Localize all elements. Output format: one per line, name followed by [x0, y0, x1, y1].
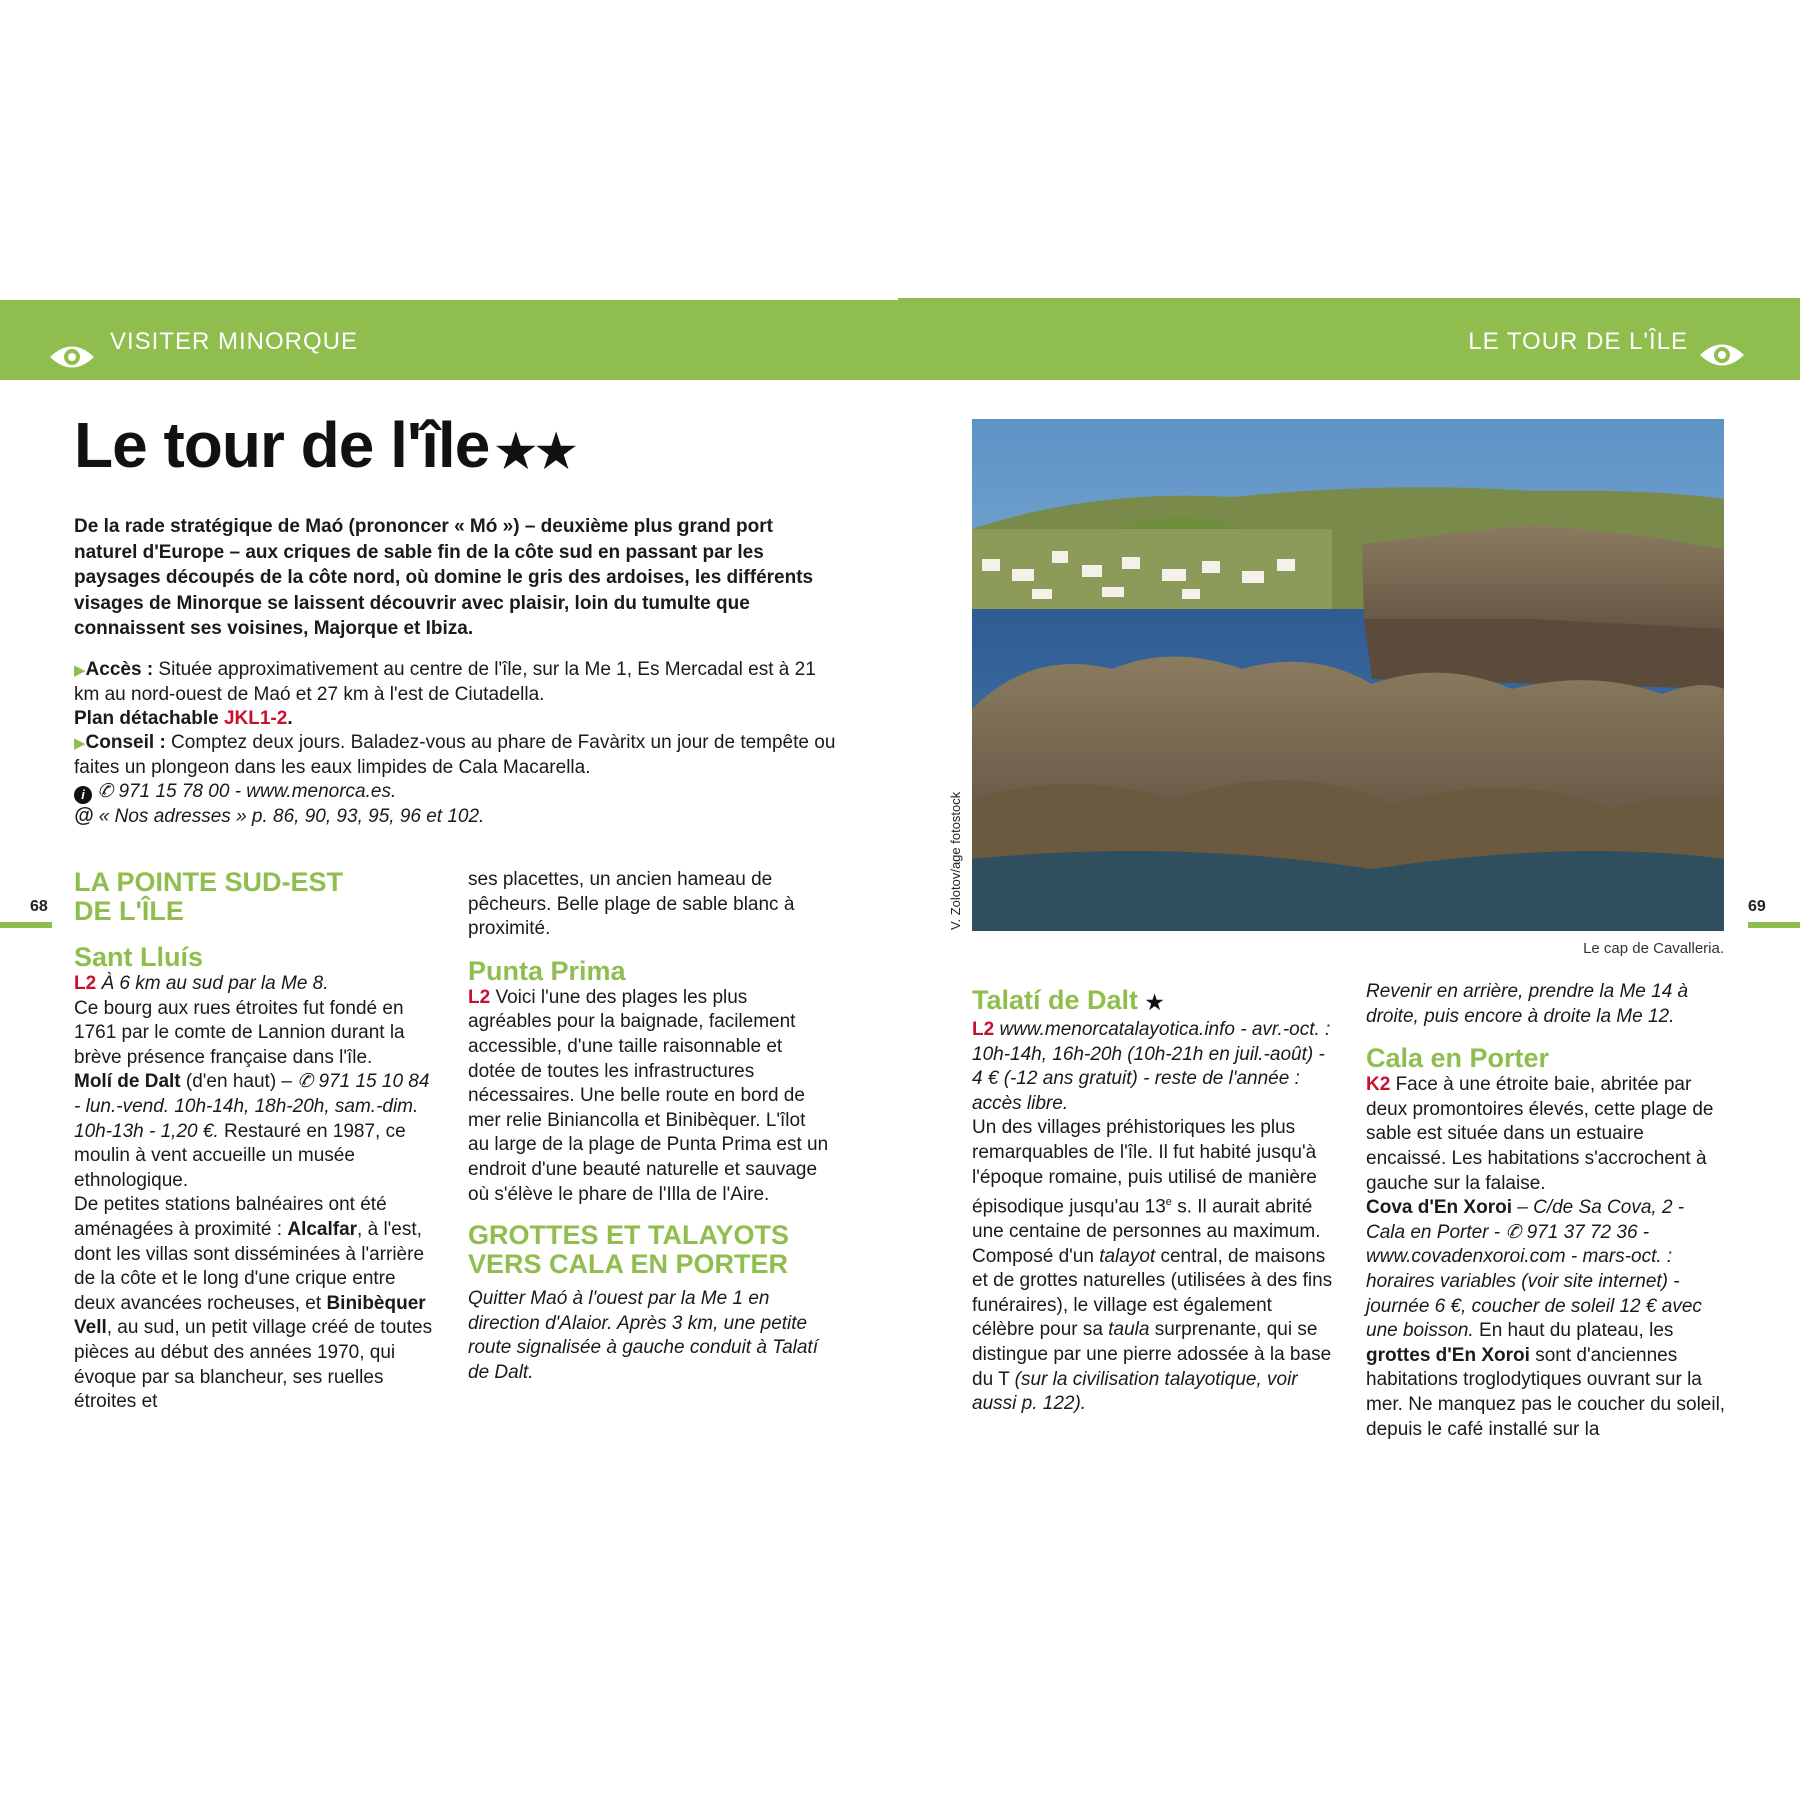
talati-p1: Un des villages préhistoriques les plus remarquables de l'île. Il fut habité jusqu'à l'époque romaine, puis utilisé de manière épisodique jusqu'au 13 — [972, 1117, 1317, 1218]
triangle-icon: ▶ — [74, 662, 86, 679]
map-ref: L2 — [74, 973, 97, 994]
title-text: Le tour de l'île — [74, 409, 490, 481]
talati-p3: central, de maisons et de grottes naturelles (utilisées à des fins funéraires), le village est également célèbre pour sa — [972, 1245, 1333, 1341]
talati-voir: (sur la civilisation talayotique, voir aussi p. 122). — [972, 1368, 1298, 1415]
grottes-name: grottes d'En Xoroi — [1366, 1344, 1530, 1366]
acces-label: Accès : — [85, 659, 154, 680]
page-number-right: 69 — [1748, 898, 1766, 915]
punta-text: Voici l'une des plages les plus agréables pour la baignade, facilement accessible, d'une taille raisonnable et dotée de toutes les infrastructures nécessaires. Une belle route en bord de mer relie Biniancolla et Binibèquer. L'îlot au large de la plage de Punta Prima est un endroit d'une beauté naturelle et sauvage où s'élève le phare de l'Illa de l'Aire. — [468, 986, 829, 1205]
p3a: De petites stations balnéaires ont été aménagées à proximité : — [74, 1194, 387, 1240]
column-4 — [1366, 980, 1728, 1442]
stations-paragraph — [74, 1193, 436, 1414]
subheading-sant-lluis: Sant Lluís — [74, 942, 204, 972]
subheading-cala-en-porter: Cala en Porter — [1366, 1043, 1550, 1074]
taula: taula — [1108, 1319, 1150, 1341]
plan-line — [74, 707, 844, 731]
column-3 — [972, 985, 1334, 1417]
conseil-label: Conseil : — [85, 732, 166, 753]
info-block — [74, 658, 844, 829]
coast-illustration — [972, 419, 1724, 931]
talati-description — [972, 1116, 1334, 1416]
triangle-icon: ▶ — [74, 735, 86, 752]
page-marker-right — [1748, 922, 1800, 928]
subheading-punta-prima: Punta Prima — [468, 955, 626, 986]
photo-caption: Le cap de Cavalleria. — [1583, 940, 1724, 957]
running-header-right: LE TOUR DE L'ÎLE — [1468, 328, 1688, 355]
section-line-2: DE L'ÎLE — [74, 896, 184, 926]
talati-details-text: www.menorcatalayotica.info - avr.-oct. : 10h-14h, 16h-20h (10h-21h en juil.-août) - 4 € (-12 ans gratuit) - reste de l'année : accès libre. — [972, 1019, 1331, 1114]
eye-icon — [48, 342, 96, 372]
directions-text: Quitter Maó à l'ouest par la Me 1 en direction d'Alaior. Après 3 km, une petite route signalisée à gauche conduit à Talatí de Dalt. — [468, 1288, 818, 1383]
title-stars: ★★ — [495, 425, 576, 477]
cova-paragraph — [1366, 1196, 1728, 1442]
p3b: , à l'est, dont les villas sont disséminées à l'arrière de la côte et le long d'une crique entre deux avancées rocheuses, et — [74, 1218, 425, 1314]
moli-details: ✆ 971 15 10 84 - lun.-vend. 10h-14h, 18h-20h, sam.-dim. 10h-13h - 1,20 €. — [74, 1071, 430, 1142]
section-line-1: GROTTES ET TALAYOTS — [468, 1220, 790, 1251]
conseil-text: Comptez deux jours. Baladez-vous au phare de Favàritx un jour de tempête ou faites un plongeon dans les eaux limpides de Cala Macarella. — [74, 732, 836, 778]
map-ref: K2 — [1366, 1074, 1391, 1096]
moli-paren: (d'en haut) – — [180, 1071, 298, 1093]
page-number-left: 68 — [30, 898, 48, 915]
plan-end: . — [287, 708, 293, 729]
section-heading-pointe — [74, 868, 436, 926]
photo-cap-cavalleria — [972, 419, 1724, 931]
eye-icon — [1698, 340, 1746, 370]
alcalfar: Alcalfar — [287, 1218, 358, 1240]
contact-text: ✆ 971 15 78 00 - www.menorca.es. — [92, 781, 397, 802]
photo-credit: V. Zolotov/age fotostock — [948, 791, 963, 930]
adresses-text: « Nos adresses » p. 86, 90, 93, 95, 96 et 102. — [93, 806, 485, 827]
dist-text: À 6 km au sud par la Me 8. — [96, 973, 329, 994]
adresses-line — [74, 804, 844, 829]
punta-prima-text — [468, 986, 830, 1207]
binibequer: Binibèquer Vell — [74, 1292, 426, 1339]
map-ref: L2 — [972, 1019, 995, 1040]
acces-text: Située approximativement au centre de l'île, sur la Me 1, Es Mercadal est à 21 km au nord-ouest de Maó et 27 km à l'est de Ciutadella. — [74, 659, 816, 705]
rating-star: ★ — [1145, 992, 1164, 1014]
col2-continuation: ses placettes, un ancien hameau de pêcheurs. Belle plage de sable blanc à proximité. — [468, 869, 795, 940]
section-line-1: LA POINTE SUD-EST — [74, 867, 344, 897]
acces-line — [74, 658, 844, 707]
plan-label: Plan détachable — [74, 708, 219, 729]
conseil-line — [74, 731, 844, 780]
column-2 — [468, 868, 830, 1386]
page-marker-left — [0, 922, 52, 928]
cova-name: Cova d'En Xoroi — [1366, 1197, 1512, 1219]
moli-text: Restauré en 1987, ce moulin à vent accueille un musée ethnologique. — [74, 1120, 406, 1191]
talati-title: Talatí de Dalt — [972, 985, 1139, 1015]
addresses-icon: @ — [74, 805, 94, 827]
section-line-2: VERS CALA EN PORTER — [468, 1249, 789, 1280]
cova-p2a: En haut du plateau, les — [1473, 1320, 1674, 1342]
running-header-left: VISITER MINORQUE — [110, 328, 359, 355]
subheading-talati — [972, 985, 1334, 1018]
cova-details: – C/de Sa Cova, 2 - Cala en Porter - ✆ 971 37 72 36 - www.covadenxoroi.com - mars-oct. : horaires variables (voir site internet) - journée 6 €, coucher de soleil 12 € avec une boisson. — [1366, 1197, 1702, 1342]
column-1 — [74, 868, 436, 1415]
talati-p2: s. Il aurait abrité une centaine de personnes au maximum. Composé d'un — [972, 1196, 1321, 1267]
talati-p4: surprenante, qui se distingue par une pierre adossée à la base du T — [972, 1319, 1332, 1390]
contact-line — [74, 780, 844, 804]
info-icon: i — [74, 786, 92, 804]
talati-details — [972, 1018, 1334, 1116]
p3c: , au sud, un petit village créé de toutes pièces au début des années 1970, qui évoque par sa blancheur, ses ruelles étroites et — [74, 1317, 433, 1413]
talayot: talayot — [1099, 1245, 1156, 1267]
cala-text-body: Face à une étroite baie, abritée par deux promontoires élevés, cette plage de sable est située dans un estuaire encaissé. Les habitations s'accrochent à gauche sur la falaise. — [1366, 1074, 1714, 1194]
cova-p2b: sont d'anciennes habitations troglodytiques ouvrant sur la mer. Ne manquez pas le coucher du soleil, depuis le café installé sur la — [1366, 1344, 1726, 1440]
plan-ref: JKL1-2 — [223, 708, 288, 729]
intro-paragraph: De la rade stratégique de Maó (prononcer « Mó ») – deuxième plus grand port naturel d'Europe – aux criques de sable fin de la côte sud en passant par les paysages découpés de la côte nord, où domine le gris des ardoises, les différents visages de Minorque se laissent découvrir avec plaisir, loin du tumulte que connaissent ses voisines, Majorque et Ibiza. — [74, 516, 814, 639]
cala-text — [1366, 1073, 1728, 1196]
sant-lluis-dist — [74, 972, 436, 997]
page-title — [74, 408, 576, 482]
sant-lluis-p1: Ce bourg aux rues étroites fut fondé en 1761 par le comte de Lannion durant la brève présence française dans l'île. — [74, 997, 405, 1068]
moli-name: Molí de Dalt — [74, 1071, 181, 1093]
superscript: e — [1165, 1196, 1172, 1209]
col4-directions: Revenir en arrière, prendre la Me 14 à droite, puis encore à droite la Me 12. — [1366, 981, 1689, 1027]
section-heading-grottes — [468, 1221, 830, 1279]
map-ref: L2 — [468, 986, 491, 1008]
moli-paragraph — [74, 1070, 436, 1193]
